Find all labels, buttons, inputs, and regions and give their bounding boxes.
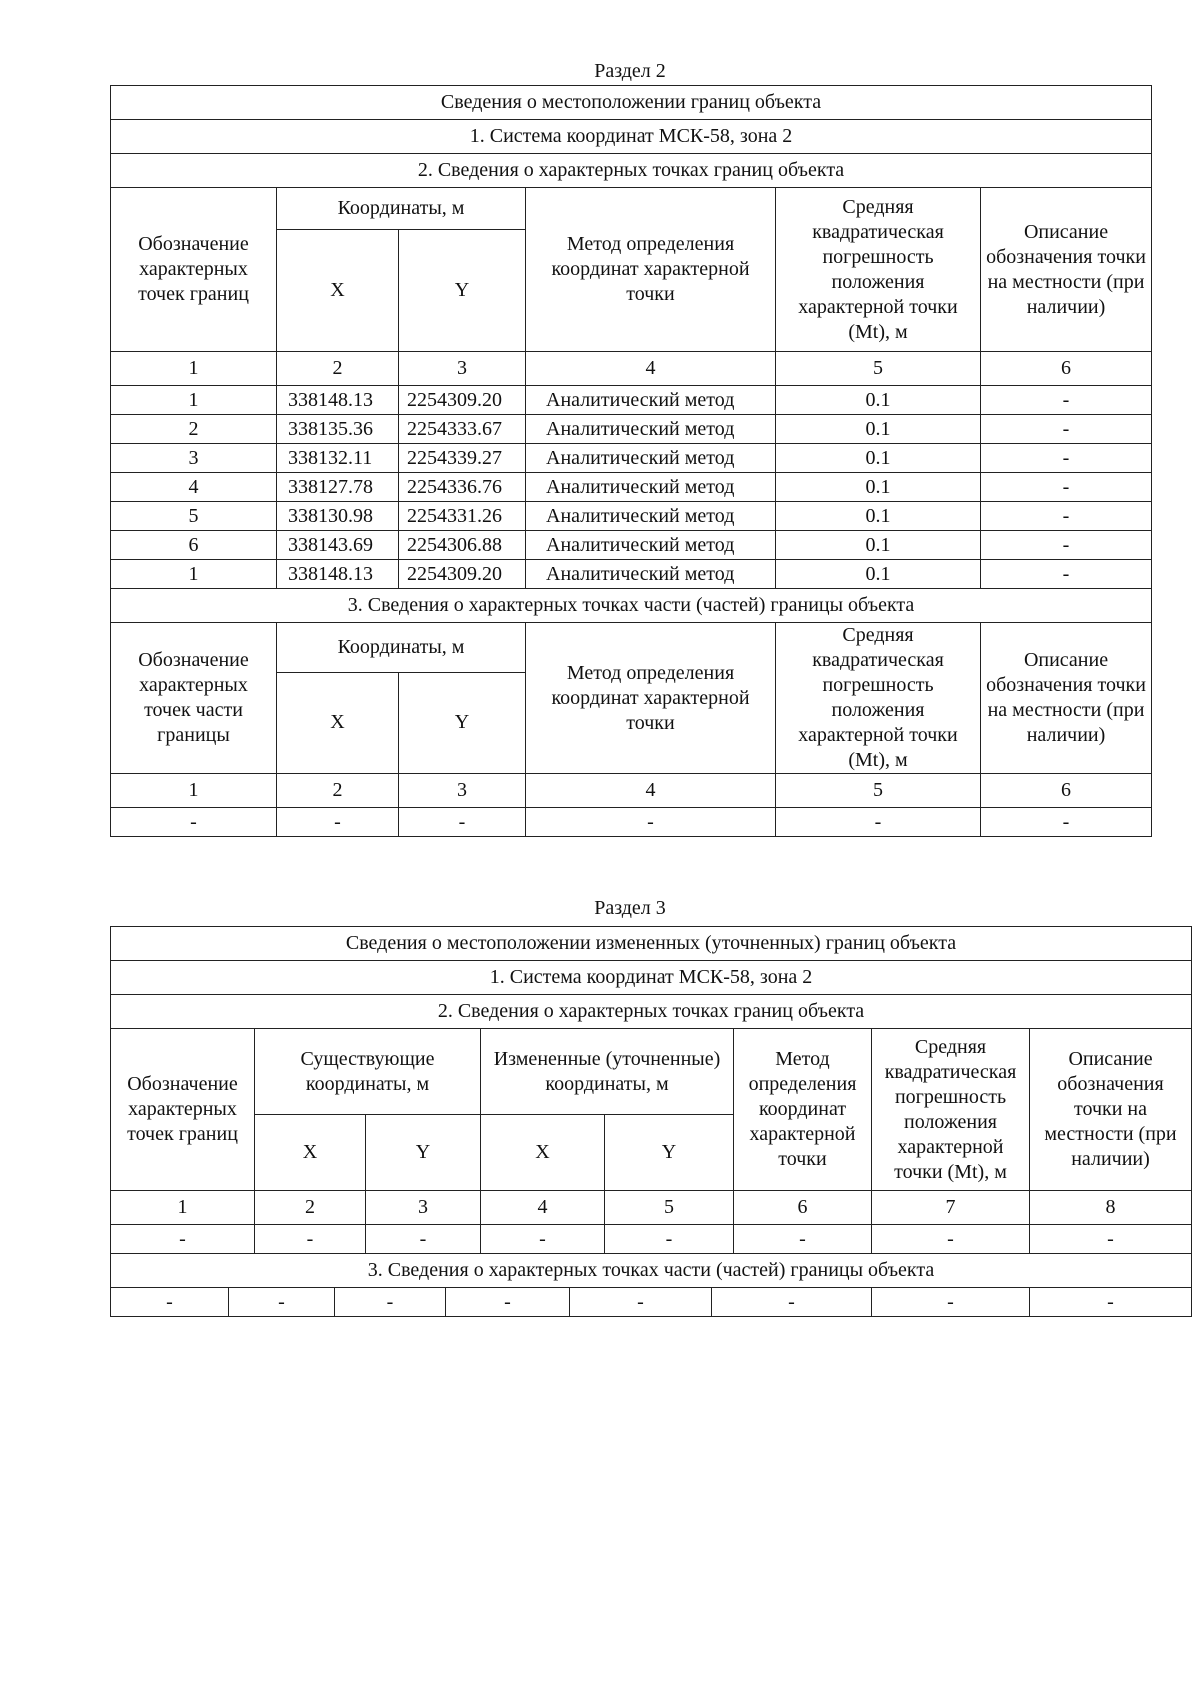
- y-coordinate: 2254306.88: [399, 531, 526, 560]
- method: Аналитический метод: [526, 502, 776, 531]
- empty-cell: -: [734, 1225, 872, 1254]
- empty-cell: -: [255, 1225, 366, 1254]
- point-id: 6: [111, 531, 277, 560]
- header-method: Метод определения координат характерной точки: [526, 188, 776, 352]
- header-description: Описание обозначения точки на местности (при наличии): [981, 623, 1152, 774]
- table-row: [111, 1225, 1192, 1254]
- empty-cell: -: [399, 808, 526, 837]
- description: -: [981, 415, 1152, 444]
- empty-cell: -: [277, 808, 399, 837]
- points-heading-row: 2. Сведения о характерных точках границ объекта: [111, 995, 1192, 1029]
- column-number: 2: [277, 774, 399, 808]
- x-coordinate: 338143.69: [277, 531, 399, 560]
- description: -: [981, 473, 1152, 502]
- empty-cell: -: [712, 1288, 872, 1317]
- method: Аналитический метод: [526, 415, 776, 444]
- x-coordinate: 338148.13: [277, 386, 399, 415]
- table-row: [111, 531, 1152, 560]
- y-coordinate: 2254331.26: [399, 502, 526, 531]
- table-row: [111, 473, 1152, 502]
- header-description: Описание обозначения точки на местности (при наличии): [1030, 1029, 1192, 1191]
- column-number: 5: [605, 1191, 734, 1225]
- mt-value: 0.1: [776, 473, 981, 502]
- y-coordinate: 2254336.76: [399, 473, 526, 502]
- part-heading-row: 3. Сведения о характерных точках части (частей) границы объекта: [111, 1254, 1192, 1288]
- method: Аналитический метод: [526, 386, 776, 415]
- empty-cell: -: [481, 1225, 605, 1254]
- column-number-row: [111, 352, 1152, 386]
- column-number: 4: [526, 352, 776, 386]
- column-number: 5: [776, 774, 981, 808]
- column-number: 6: [981, 352, 1152, 386]
- section-2-table: [110, 85, 1152, 837]
- column-number: 4: [481, 1191, 605, 1225]
- column-number: 3: [366, 1191, 481, 1225]
- empty-cell: -: [111, 808, 277, 837]
- mt-value: 0.1: [776, 386, 981, 415]
- y-coordinate: 2254333.67: [399, 415, 526, 444]
- y-coordinate: 2254309.20: [399, 560, 526, 589]
- empty-cell: -: [1030, 1288, 1192, 1317]
- empty-cell: -: [570, 1288, 712, 1317]
- x-coordinate: 338135.36: [277, 415, 399, 444]
- header-changed-coordinates: Измененные (уточненные) координаты, м: [481, 1029, 734, 1115]
- empty-cell: -: [526, 808, 776, 837]
- description: -: [981, 502, 1152, 531]
- header-error: Средняя квадратическая погрешность положения характерной точки (Mt), м: [776, 188, 981, 352]
- description: -: [981, 386, 1152, 415]
- header-coordinates: Координаты, м: [277, 623, 526, 673]
- empty-cell: -: [366, 1225, 481, 1254]
- column-number: 1: [111, 352, 277, 386]
- empty-cell: -: [872, 1288, 1030, 1317]
- x-coordinate: 338130.98: [277, 502, 399, 531]
- column-number: 7: [872, 1191, 1030, 1225]
- table-row: [111, 386, 1152, 415]
- empty-cell: -: [872, 1225, 1030, 1254]
- header-error: Средняя квадратическая погрешность положения характерной точки (Mt), м: [872, 1029, 1030, 1191]
- point-id: 4: [111, 473, 277, 502]
- x-coordinate: 338148.13: [277, 560, 399, 589]
- section-3-title: Раздел 3: [594, 897, 666, 919]
- point-id: 1: [111, 560, 277, 589]
- point-id: 2: [111, 415, 277, 444]
- method: Аналитический метод: [526, 560, 776, 589]
- coord-system-row: 1. Система координат МСК-58, зона 2: [111, 120, 1152, 154]
- point-id: 1: [111, 386, 277, 415]
- coord-system-row: 1. Система координат МСК-58, зона 2: [111, 961, 1192, 995]
- empty-cell: -: [446, 1288, 570, 1317]
- table-row: [111, 808, 1152, 837]
- section-2-heading: Сведения о местоположении границ объекта: [111, 86, 1152, 120]
- column-number: 1: [111, 1191, 255, 1225]
- column-number-row: [111, 774, 1152, 808]
- mt-value: 0.1: [776, 502, 981, 531]
- column-number: 2: [277, 352, 399, 386]
- mt-value: 0.1: [776, 444, 981, 473]
- header-y: Y: [399, 230, 526, 352]
- section-2-title: Раздел 2: [594, 60, 666, 82]
- column-number: 5: [776, 352, 981, 386]
- x-coordinate: 338127.78: [277, 473, 399, 502]
- section-3-table: [110, 926, 1192, 1317]
- column-number-row: [111, 1191, 1192, 1225]
- method: Аналитический метод: [526, 531, 776, 560]
- column-number: 8: [1030, 1191, 1192, 1225]
- header-changed-x: X: [481, 1115, 605, 1191]
- header-method: Метод определения координат характерной точки: [734, 1029, 872, 1191]
- header-y: Y: [399, 672, 526, 773]
- header-coordinates: Координаты, м: [277, 188, 526, 230]
- description: -: [981, 444, 1152, 473]
- header-designation: Обозначение характерных точек границ: [111, 1029, 255, 1191]
- description: -: [981, 560, 1152, 589]
- table-row: [111, 502, 1152, 531]
- column-number: 2: [255, 1191, 366, 1225]
- header-error: Средняя квадратическая погрешность положения характерной точки (Mt), м: [776, 623, 981, 774]
- empty-cell: -: [776, 808, 981, 837]
- column-number: 3: [399, 774, 526, 808]
- header-x: X: [277, 230, 399, 352]
- y-coordinate: 2254309.20: [399, 386, 526, 415]
- header-existing-coordinates: Существующие координаты, м: [255, 1029, 481, 1115]
- empty-cell: -: [1030, 1225, 1192, 1254]
- empty-cell: -: [981, 808, 1152, 837]
- section-3-heading: Сведения о местоположении измененных (уточненных) границ объекта: [111, 927, 1192, 961]
- y-coordinate: 2254339.27: [399, 444, 526, 473]
- column-number: 6: [981, 774, 1152, 808]
- header-existing-y: Y: [366, 1115, 481, 1191]
- method: Аналитический метод: [526, 473, 776, 502]
- column-number: 4: [526, 774, 776, 808]
- method: Аналитический метод: [526, 444, 776, 473]
- empty-cell: -: [605, 1225, 734, 1254]
- column-number: 1: [111, 774, 277, 808]
- part-heading-row: 3. Сведения о характерных точках части (частей) границы объекта: [111, 589, 1152, 623]
- table-row: [111, 560, 1152, 589]
- points-heading-row: 2. Сведения о характерных точках границ объекта: [111, 154, 1152, 188]
- column-number: 3: [399, 352, 526, 386]
- header-existing-x: X: [255, 1115, 366, 1191]
- header-description: Описание обозначения точки на местности (при наличии): [981, 188, 1152, 352]
- table-row: [111, 444, 1152, 473]
- header-method: Метод определения координат характерной точки: [526, 623, 776, 774]
- header-x: X: [277, 672, 399, 773]
- empty-cell: -: [335, 1288, 446, 1317]
- point-id: 5: [111, 502, 277, 531]
- table-row: [111, 1288, 1192, 1317]
- x-coordinate: 338132.11: [277, 444, 399, 473]
- description: -: [981, 531, 1152, 560]
- empty-cell: -: [229, 1288, 335, 1317]
- point-id: 3: [111, 444, 277, 473]
- header-changed-y: Y: [605, 1115, 734, 1191]
- empty-cell: -: [111, 1225, 255, 1254]
- column-number: 6: [734, 1191, 872, 1225]
- mt-value: 0.1: [776, 415, 981, 444]
- mt-value: 0.1: [776, 560, 981, 589]
- mt-value: 0.1: [776, 531, 981, 560]
- empty-cell: -: [111, 1288, 229, 1317]
- table-row: [111, 415, 1152, 444]
- header-designation: Обозначение характерных точек границ: [111, 188, 277, 352]
- header-designation: Обозначение характерных точек части границы: [111, 623, 277, 774]
